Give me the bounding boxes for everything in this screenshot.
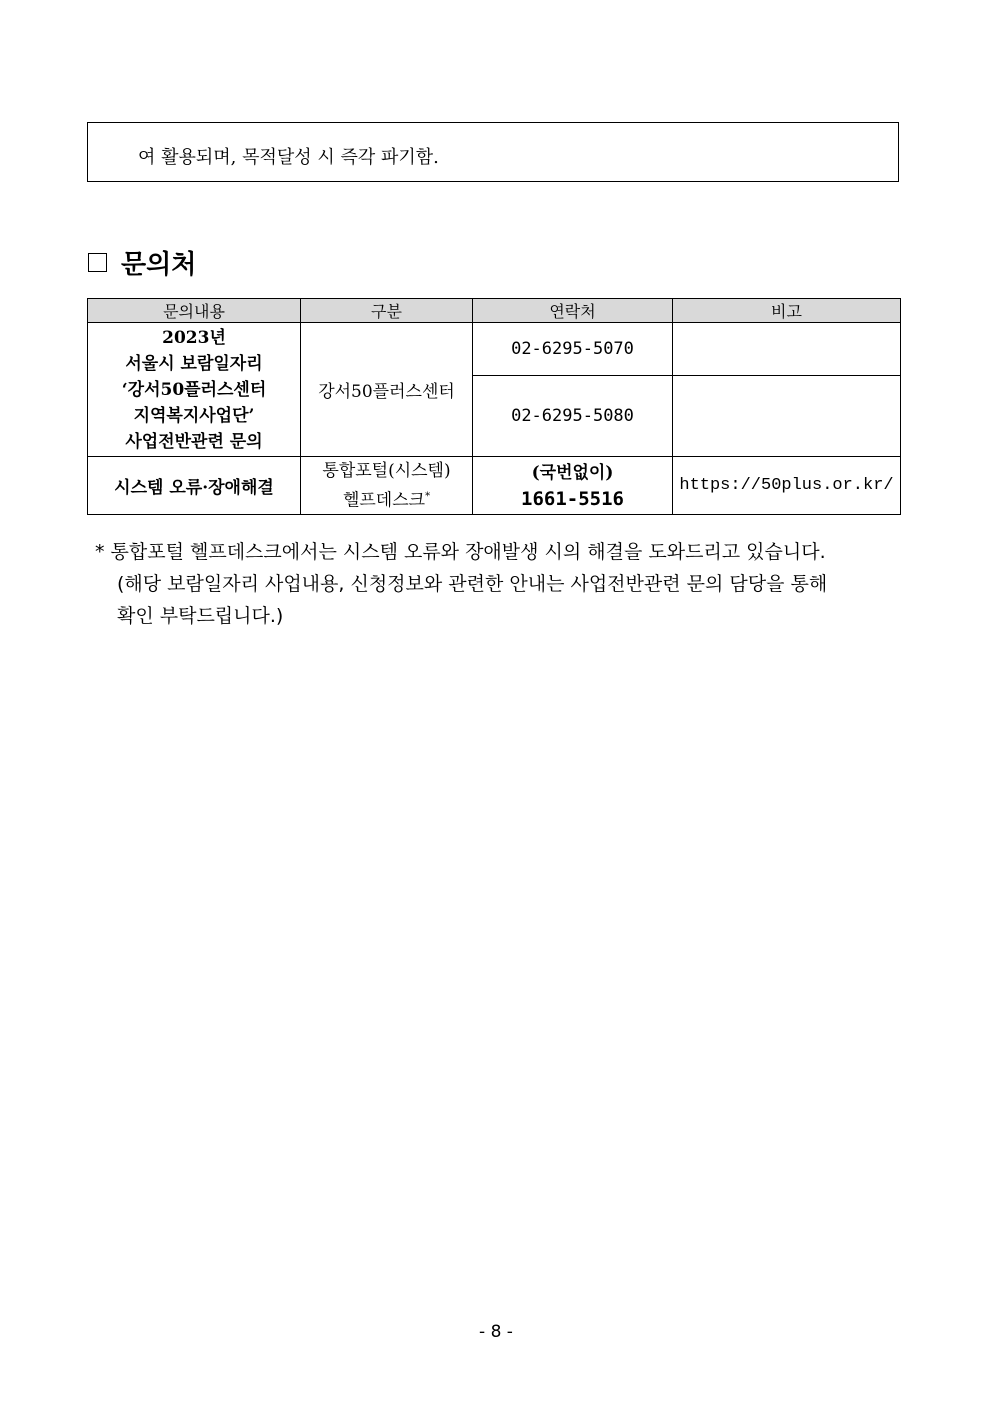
table-header-row — [88, 299, 901, 323]
phone-cell: 02-6295-5080 — [473, 376, 673, 457]
helpdesk-phone: 1661-5516 — [521, 487, 624, 510]
inquiry-line: 지역복지사업단’ — [133, 405, 255, 426]
inquiry-line: 서울시 보람일자리 — [125, 353, 263, 374]
section-title: 문의처 — [121, 250, 197, 280]
contact-cell — [473, 457, 673, 515]
notes-cell — [673, 376, 901, 457]
table-row — [88, 323, 901, 376]
checkbox-icon — [88, 253, 107, 272]
section-heading — [88, 244, 196, 281]
footnote-line: (해당 보람일자리 사업내용, 신청정보와 관련한 안내는 사업전반관련 문의 담당을 통해 — [117, 573, 828, 595]
phone-cell: 02-6295-5070 — [473, 323, 673, 376]
inquiry-cell: 시스템 오류·장애해결 — [88, 457, 301, 515]
category-line-text: 헬프데스크 — [342, 490, 426, 511]
inquiry-line: ‘강서50플러스센터 — [121, 379, 267, 400]
category-cell — [301, 457, 473, 515]
inquiry-line: 2023년 — [162, 327, 226, 348]
header-notes: 비고 — [673, 299, 901, 323]
header-category: 구분 — [301, 299, 473, 323]
website-link[interactable]: https://50plus.or.kr/ — [673, 457, 901, 515]
footnote-mark: * — [425, 490, 431, 502]
category-line — [301, 484, 472, 514]
table-row — [88, 457, 901, 515]
info-box-text: 여 활용되며, 목적달성 시 즉각 파기함. — [138, 147, 439, 168]
contact-table — [87, 298, 901, 515]
footnote — [95, 536, 895, 632]
footnote-line: 확인 부탁드립니다.) — [117, 605, 284, 627]
category-cell: 강서50플러스센터 — [301, 323, 473, 457]
notes-cell — [673, 323, 901, 376]
header-inquiry: 문의내용 — [88, 299, 301, 323]
inquiry-cell — [88, 323, 301, 457]
header-contact: 연락처 — [473, 299, 673, 323]
contact-line: (국번없이) — [531, 462, 614, 483]
category-line: 통합포털(시스템) — [322, 460, 451, 481]
info-box — [87, 122, 899, 182]
footnote-line: * 통합포털 헬프데스크에서는 시스템 오류와 장애발생 시의 해결을 도와드리고 있습니다. — [95, 541, 826, 563]
inquiry-line: 사업전반관련 문의 — [125, 431, 263, 452]
page-number: - 8 - — [479, 1322, 513, 1342]
